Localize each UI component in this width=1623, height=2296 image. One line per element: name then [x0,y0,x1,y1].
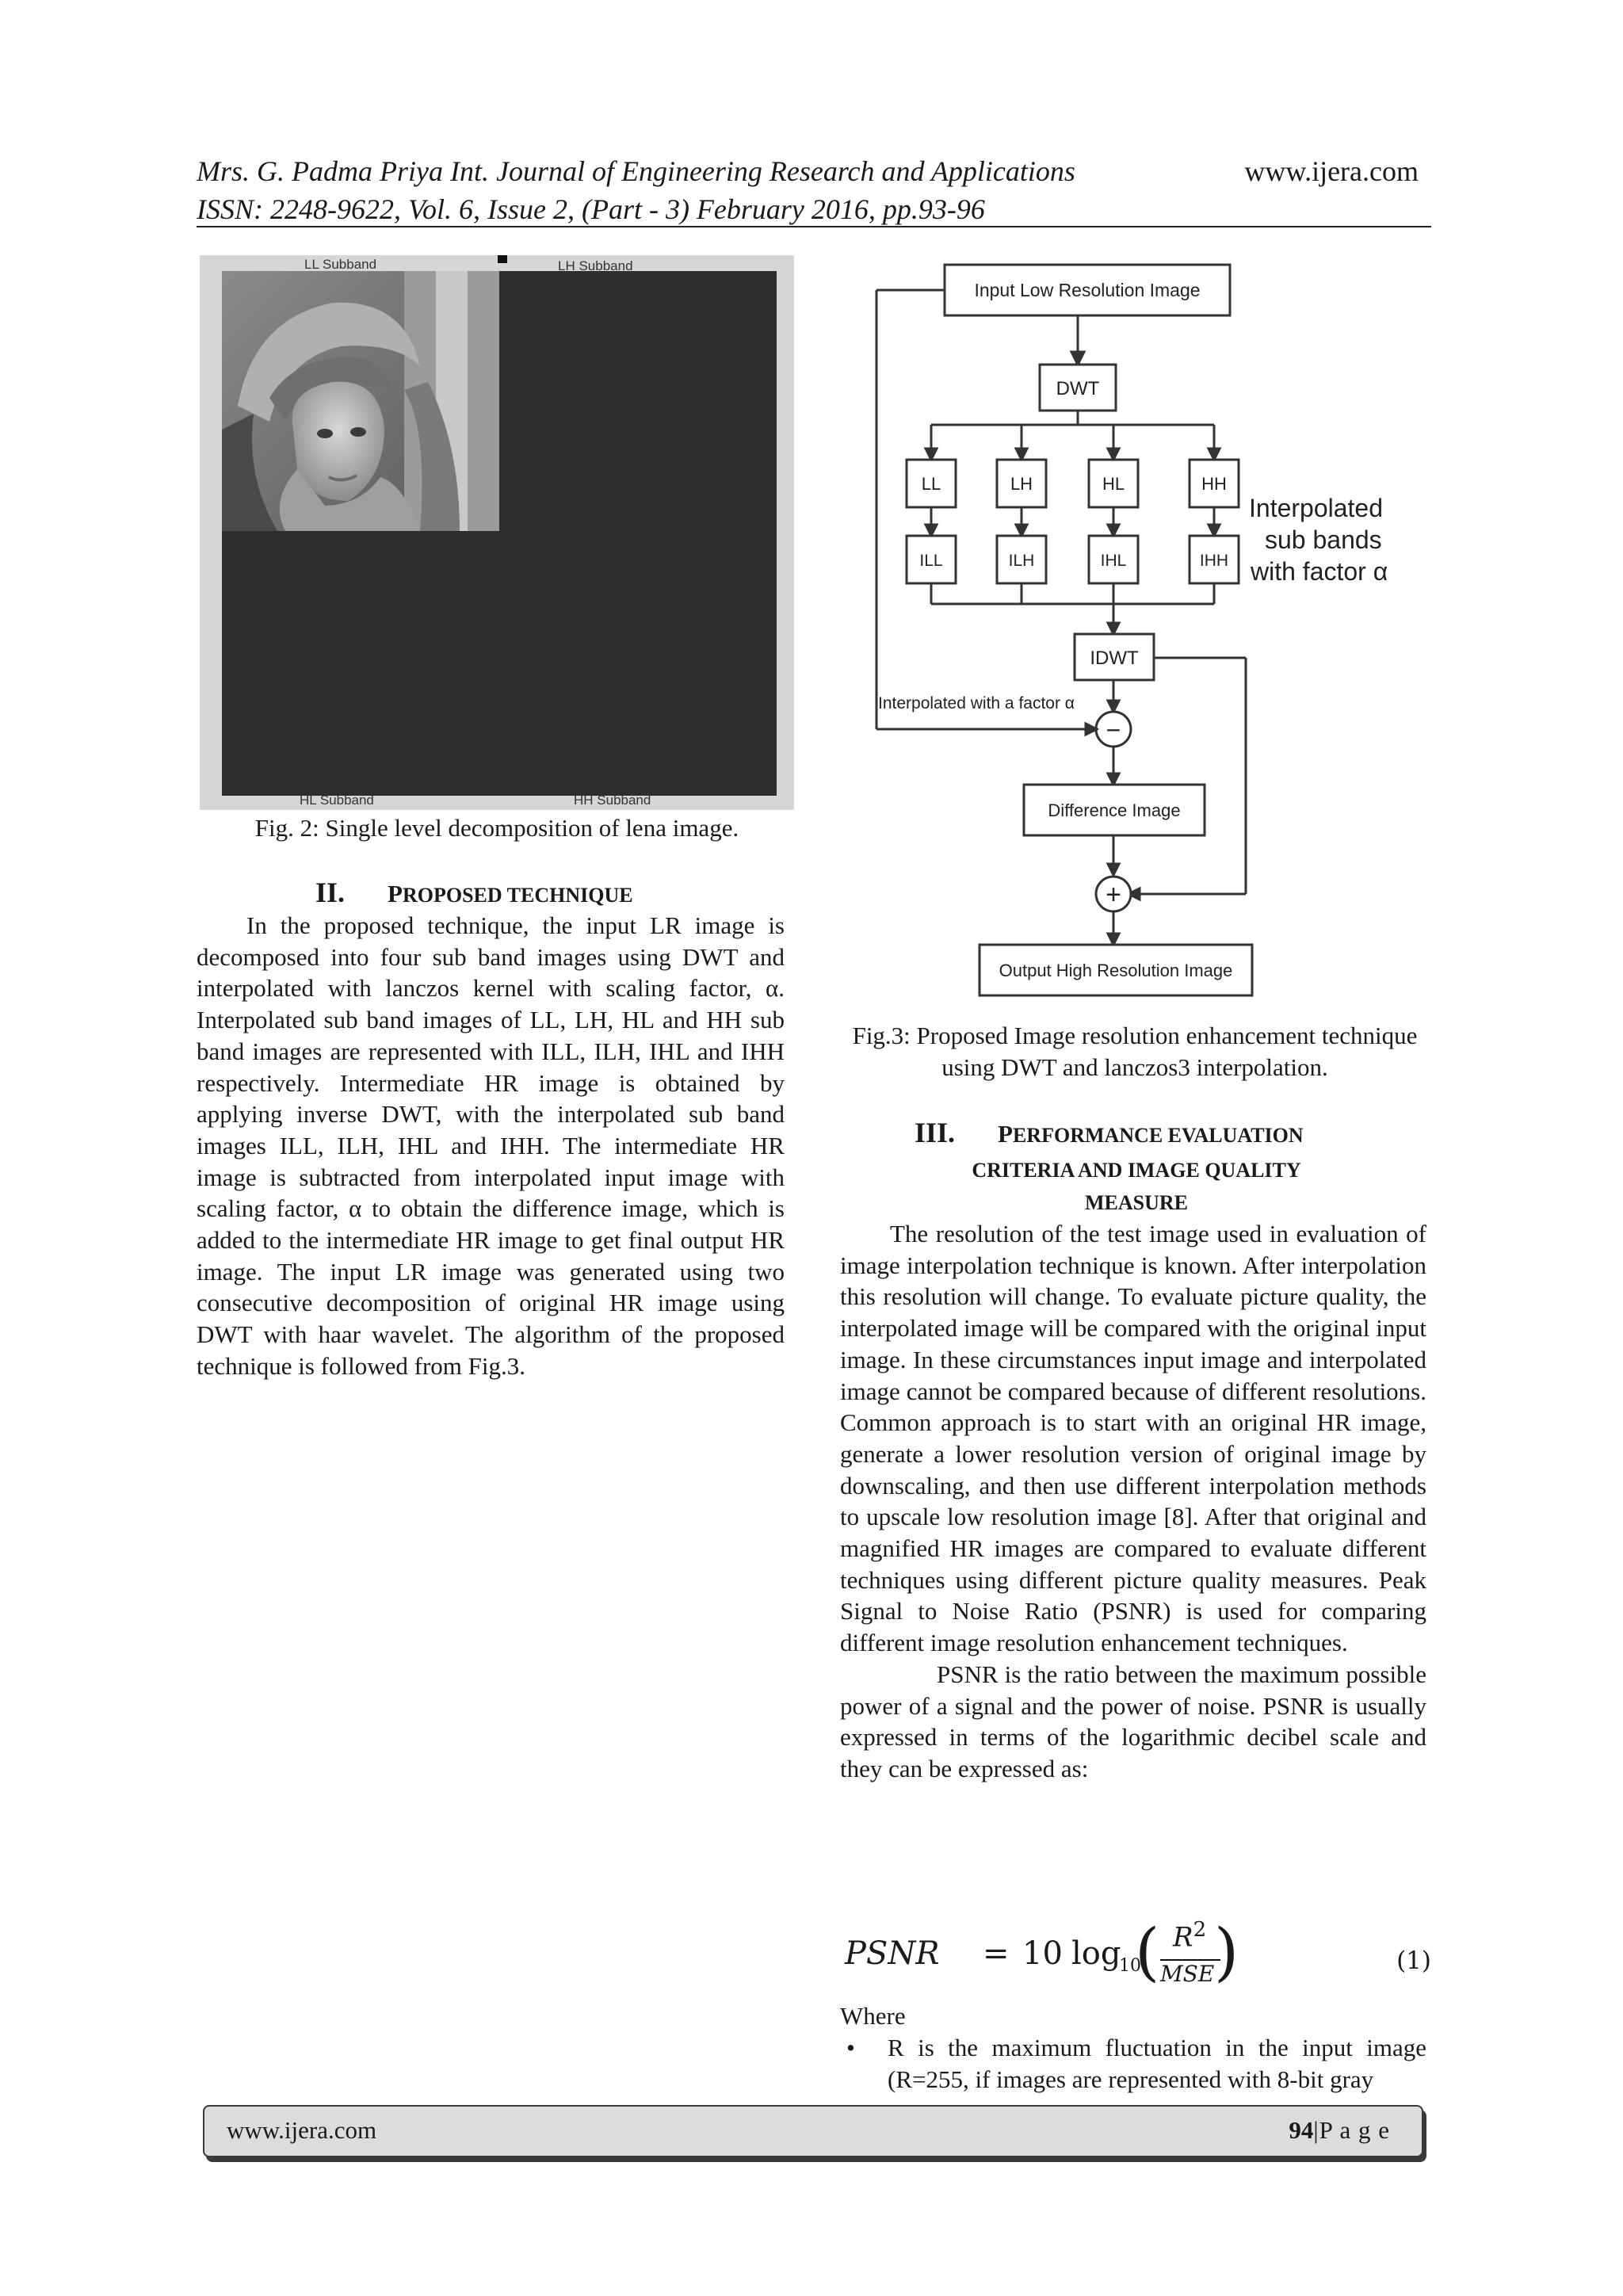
section-2-title-initial: P [388,880,403,907]
section-3-body [840,1218,1426,1785]
plus-sign: + [1106,880,1121,910]
bullet-dot: • [846,2034,855,2061]
band-label-hh: HH [1201,474,1227,494]
eq-log-base: 10 [1119,1956,1141,1976]
iband-label-ihl: IHL [1100,552,1127,570]
section-2-heading [315,877,633,911]
header-issn: ISSN: 2248-9622, Vol. 6, Issue 2, (Part - 3) February 2016, pp.93-96 [197,193,985,225]
section-3-heading-line1 [915,1117,1304,1152]
output-label: Output High Resolution Image [999,961,1233,980]
side-note-3: with factor α [1251,557,1388,586]
where-text: Where [840,2002,906,2030]
eq-number: (1) [1396,1946,1431,1975]
eq-exponent: 2 [1193,1918,1207,1942]
band-label-ll: LL [921,474,941,494]
figure-3-caption: Fig.3: Proposed Image resolution enhancement technique using DWT and lanczos3 interpolation. [852,1022,1418,1081]
figure-2-caption: Fig. 2: Single level decomposition of lena image. [254,814,739,842]
iband-label-ihh: IHH [1199,552,1229,570]
minus-sign: − [1106,716,1121,744]
running-header [197,152,1431,228]
eq-coefficient: 10 [1022,1935,1063,1972]
section-3-title-initial: P [998,1120,1013,1148]
section-2-number: II. [315,877,346,908]
section-3-title-2: CRITERIA AND IMAGE QUALITY [972,1159,1301,1182]
section-2-title: ROPOSED TECHNIQUE [402,884,633,907]
band-label-hl: HL [1102,474,1125,494]
idwt-label: IDWT [1090,648,1139,669]
eq-denominator: MSE [1160,1961,1215,1987]
figure-3-flowchart [840,255,1426,1008]
psnr-equation [842,1916,1431,1996]
hh-subband-label: HH Subband [574,793,651,808]
eq-left-paren: ( [1135,1915,1160,1988]
eq-right-paren: ) [1214,1915,1239,1988]
ll-subband-lena [222,271,499,531]
eq-equals: = [983,1935,1010,1972]
figure-mark [498,255,507,263]
lena-illustration [222,271,499,531]
figure-2-image [200,255,794,810]
section-3-heading-line3 [842,1186,1431,1219]
section-3-heading-line2 [842,1153,1431,1186]
dwt-label: DWT [1056,378,1100,399]
section-3-paragraph-1: The resolution of the test image used in evaluation of image interpolation technique is known. After interpolation this resolution will change. To evaluate picture quality, the interpolated image will be compared with the original input image. In these circumstances input image and interpolated image cannot be compared because of different resolutions. Common approach is to start with an original HR image, generate a lower resolution version of original image by downscaling, and then use different interpolation methods to upscale low resolution image [8]. After that original and magnified HR images are compared to evaluate different techniques using different picture quality measures. Peak Signal to Noise Ratio (PSNR) is used for comparing different image resolution enhancement techniques. [840,1220,1426,1657]
lh-subband-label: LH Subband [558,258,633,273]
side-note-2: sub bands [1265,525,1382,554]
footer-url[interactable]: www.ijera.com [227,2116,377,2144]
section-2-body [197,910,785,1382]
bullet-list-item [840,2032,1426,2095]
section-3-title-3: MEASURE [1084,1191,1188,1214]
iband-label-ilh: ILH [1008,552,1035,570]
header-rule [197,226,1431,227]
header-url[interactable]: www.ijera.com [1244,155,1419,187]
input-box-label: Input Low Resolution Image [974,280,1201,300]
iband-label-ill: ILL [919,552,943,570]
eq-numerator [1173,1918,1206,1953]
side-note-1: Interpolated [1249,494,1384,522]
section-3-paragraph-2: PSNR is the ratio between the maximum possible power of a signal and the power of noise. PSNR is usually expressed in terms of the logarithmic decibel scale and they can be expressed as: [840,1660,1426,1782]
header-journal: Mrs. G. Padma Priya Int. Journal of Engineering Research and Applications [197,155,1075,187]
eq-numerator-r: R [1173,1921,1193,1954]
footer-page-number [1289,2116,1390,2145]
flowchart-svg [840,255,1426,1008]
hl-subband-label: HL Subband [300,793,374,808]
ll-subband-label: LL Subband [304,257,377,272]
page-number: 94 [1289,2116,1314,2144]
page-word: |P a g e [1313,2116,1390,2144]
section-2-paragraph: In the proposed technique, the input LR image is decomposed into four sub band images using DWT and interpolated with lanczos kernel with scaling factor, α. Interpolated sub band images of LL, LH, HL and HH sub band images are represented with ILL, ILH, IHL and IHH respectively. Intermediate HR image is obtained by applying inverse DWT, with the interpolated sub band images ILL, ILH, IHL and IHH. The intermediate HR image is subtracted from interpolated input image with scaling factor, α to obtain the difference image, which is added to the intermediate HR image to get final output HR image. The input LR image was generated using two consecutive decomposition of original HR image using DWT with haar wavelet. The algorithm of the proposed technique is followed from Fig.3. [197,911,785,1380]
interp-label: Interpolated with a factor α [878,694,1075,712]
difference-label: Difference Image [1048,800,1181,820]
band-label-lh: LH [1010,474,1033,494]
bullet-text: R is the maximum fluctuation in the input image (R=255, if images are represented with 8-bit gray [888,2034,1426,2093]
eq-log: log [1071,1935,1121,1972]
header-journal-line [197,152,1431,190]
page-footer [203,2105,1423,2157]
section-3-number: III. [915,1117,956,1148]
eq-lhs: PSNR [845,1935,940,1972]
section-3-title-1: ERFORMANCE EVALUATION [1012,1124,1304,1147]
